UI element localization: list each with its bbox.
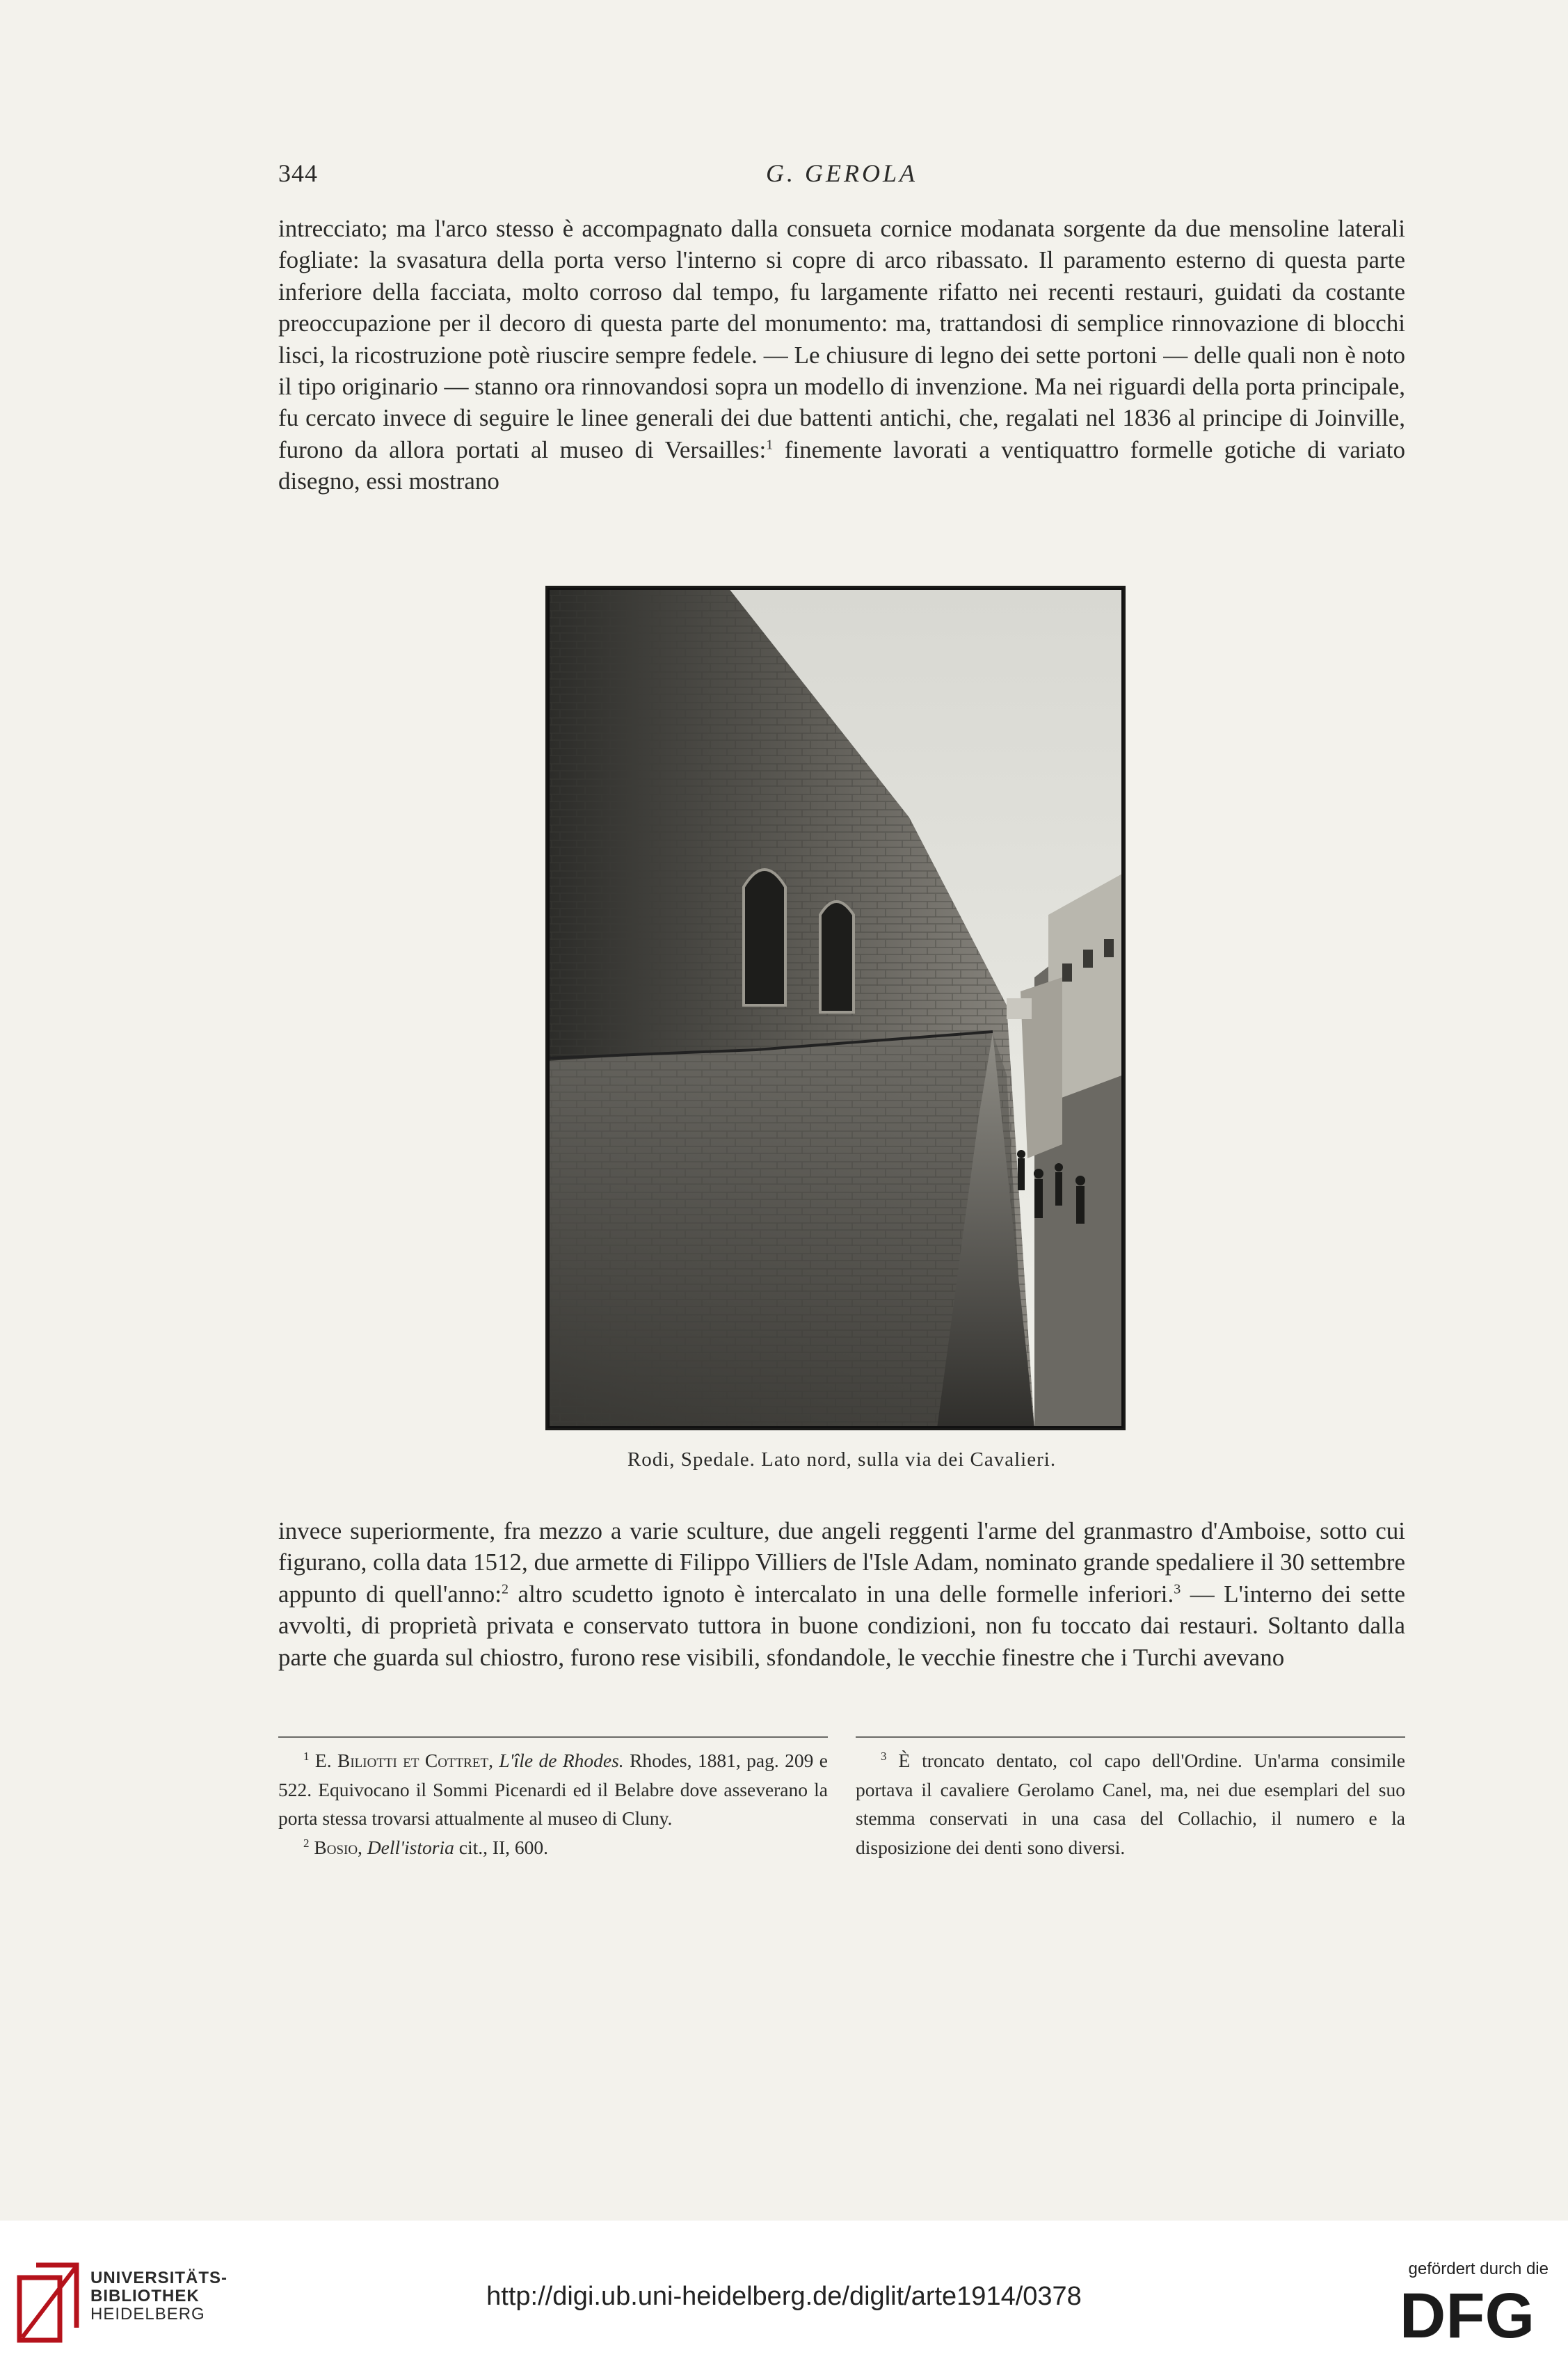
footnote-1-mark: 1	[303, 1749, 310, 1763]
footnote-ref-3[interactable]: 3	[1174, 1581, 1181, 1597]
dfg-logo-icon	[1387, 2285, 1547, 2343]
paragraph-top-text-2: finemente lavorati a ventiquattro formelle gotiche di variato disegno, essi mostrano	[278, 435, 1406, 495]
paragraph-bottom-text-2: altro scudetto ignoto è intercalato in una delle formelle inferiori.	[509, 1580, 1174, 1608]
footnote-ref-1[interactable]: 1	[766, 437, 774, 453]
footnote-3	[856, 1746, 1405, 1862]
viewer-footer	[0, 2221, 1568, 2359]
figure-caption: Rodi, Spedale. Lato nord, sulla via dei Cavalieri.	[627, 1448, 1057, 1471]
paragraph-bottom-text-1: invece superiormente, fra mezzo a varie sculture, due angeli reggenti l'arme del granmastro d'Amboise, sotto cui figurano, colla data 1512, due armette di Filippo Villiers de l'Isle Adam, nominato grande spedaliere il 30 settembre appunto di quell'anno:	[278, 1517, 1405, 1608]
figure-photograph	[545, 586, 1126, 1430]
footnote-3-mark: 3	[881, 1749, 887, 1763]
document-url-link[interactable]: http://digi.ub.uni-heidelberg.de/diglit/arte1914/0378	[486, 2282, 1082, 2311]
footnote-1-title: L'île de Rhodes.	[499, 1750, 624, 1771]
footnote-2-rest: cit., II, 600.	[454, 1836, 549, 1858]
running-title: G. GEROLA	[766, 159, 918, 187]
footnote-1	[278, 1746, 828, 1833]
footnote-rule-left	[278, 1736, 828, 1738]
footnote-2-mark: 2	[303, 1836, 310, 1850]
footnotes-right-column	[856, 1746, 1405, 1862]
footnote-3-text: È troncato dentato, col capo dell'Ordine. Un'arma consimile portava il cavaliere Gerolamo Canel, ma, nei due esemplari del suo stemma conservati in una casa del Collachio, il numero e la disposizione dei denti sono diversi.	[856, 1750, 1406, 1858]
footnote-2-author: Bosio,	[314, 1836, 362, 1858]
running-header	[278, 159, 1405, 200]
footnote-ref-2[interactable]: 2	[502, 1581, 509, 1597]
library-name-line-1: UNIVERSITÄTS-	[90, 2269, 228, 2287]
footnote-1-rest: Rhodes, 1881, pag. 209 e 522. Equivocano il Sommi Picenardi ed il Belabre dove asseverano la porta stessa trovarsi attualmente al museo di Cluny.	[278, 1750, 829, 1829]
footnote-rule-right	[856, 1736, 1405, 1738]
paragraph-bottom-text-3: — L'interno dei sette avvolti, di proprietà privata e conservato tuttora in buone condizioni, non fu toccato dai restauri. Soltanto dalla parte che guarda sul chiostro, furono rese visibili, sfondandole, le vecchie finestre che i Turchi avevano	[278, 1580, 1406, 1671]
library-name-line-3: HEIDELBERG	[90, 2305, 205, 2324]
footnote-1-authors: E. Biliotti et Cottret,	[314, 1750, 493, 1771]
footnote-2	[278, 1833, 828, 1862]
footnotes-left-column	[278, 1746, 828, 1862]
paragraph-top	[278, 213, 1405, 497]
paragraph-bottom	[278, 1515, 1405, 1673]
library-name-line-2: BIBLIOTHEK	[90, 2287, 200, 2305]
photo-street-view	[547, 588, 1123, 1428]
paragraph-top-text-1: intrecciato; ma l'arco stesso è accompagnato dalla consueta cornice modanata sorgente da due mensoline laterali fogliate: la svasatura della porta verso l'interno si copre di arco ribassato. Il paramento esterno di questa parte inferiore della facciata, molto corroso dal tempo, fu largamente rifatto nei recenti restauri, guidati da costante preoccupazione per il decoro di questa parte del monumento: ma, trattandosi di semplice rinnovazione di blocchi lisci, la ricostruzione potè riuscire sempre fedele. — Le chiusure di legno dei sette portoni — delle quali non è noto il tipo originario — stanno ora rinnovandosi sopra un modello di invenzione. Ma nei riguardi della porta principale, fu cercato invece di seguire le linee generali dei due battenti antichi, che, regalati nel 1836 al principe di Joinville, furono da allora portati al museo di Versailles:	[278, 215, 1405, 463]
dfg-logo-text: DFG	[1399, 2285, 1535, 2343]
footnote-2-title: Dell'istoria	[367, 1836, 454, 1858]
page-number: 344	[278, 159, 318, 187]
funding-note: gefördert durch die	[1408, 2260, 1549, 2278]
